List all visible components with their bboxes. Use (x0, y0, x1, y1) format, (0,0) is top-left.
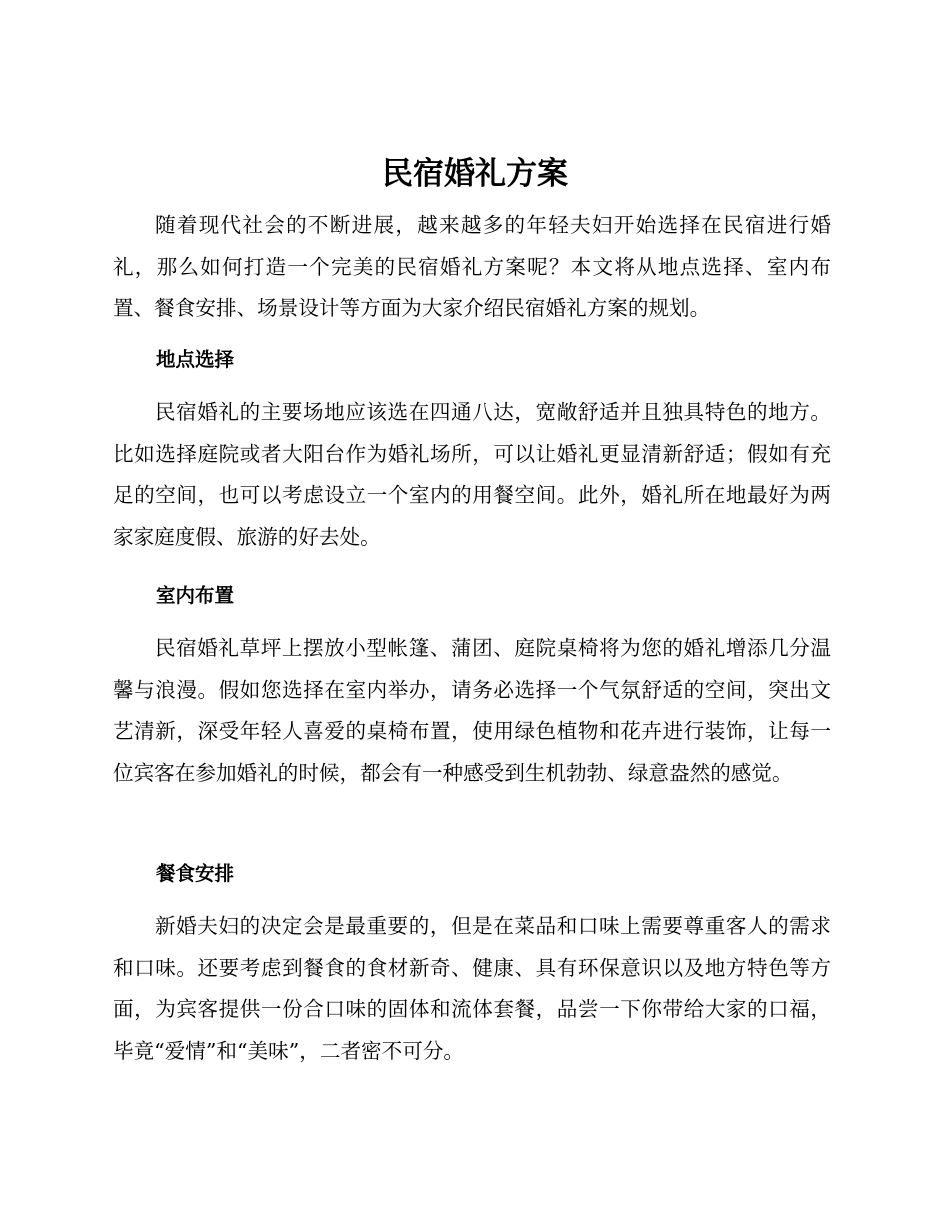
section-heading-location: 地点选择 (156, 348, 235, 371)
section-body-catering: 新婚夫妇的决定会是最重要的，但是在菜品和口味上需要尊重客人的需求和口味。还要考虑到餐食的食材新奇、健康、具有环保意识以及地方特色等方面，为宾客提供一份合口味的固体和流体套餐，品尝一下你带给大家的口福，毕竟“爱情”和“美味”，二者密不可分。 (113, 914, 831, 1063)
section-heading-interior: 室内布置 (156, 584, 235, 607)
section-body-location: 民宿婚礼的主要场地应该选在四通八达，宽敞舒适并且独具特色的地方。比如选择庭院或者大阳台作为婚礼场所，可以让婚礼更显清新舒适；假如有充足的空间，也可以考虑设立一个室内的用餐空间。此外，婚礼所在地最好为两家家庭度假、旅游的好去处。 (113, 400, 831, 549)
section-heading-catering: 餐食安排 (156, 862, 235, 885)
section-body-interior: 民宿婚礼草坪上摆放小型帐篷、蒲团、庭院桌椅将为您的婚礼增添几分温馨与浪漫。假如您选择在室内举办，请务必选择一个气氛舒适的空间，突出文艺清新，深受年轻人喜爱的桌椅布置，使用绿色植物和花卉进行装饰，让每一位宾客在参加婚礼的时候，都会有一种感受到生机勃勃、绿意盎然的感觉。 (113, 636, 831, 785)
document-title: 民宿婚礼方案 (382, 156, 568, 192)
intro-paragraph: 随着现代社会的不断进展，越来越多的年轻夫妇开始选择在民宿进行婚礼，那么如何打造一个完美的民宿婚礼方案呢？本文将从地点选择、室内布置、餐食安排、场景设计等方面为大家介绍民宿婚礼方案的规划。 (113, 213, 831, 320)
